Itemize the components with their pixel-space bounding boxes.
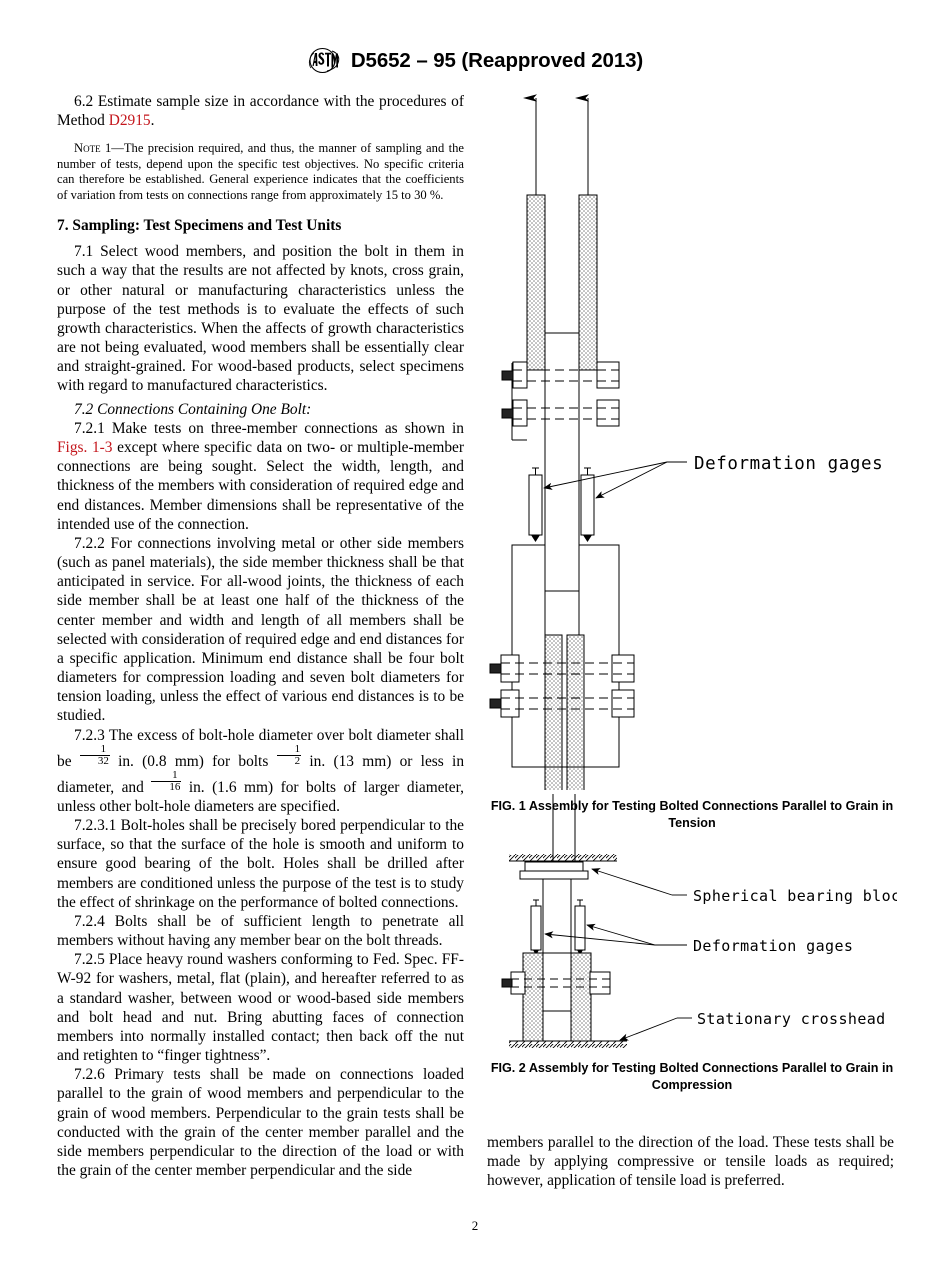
paragraph-continuation: members parallel to the direction of the load. These tests shall be made by applying compressive or tensile loads as required; however, application of tensile load is preferred. [487, 1134, 894, 1190]
figure-1-label-deformation-gages: Deformation gages [694, 454, 884, 474]
paragraph-7-2-2: 7.2.2 For connections involving metal or other side members (such as panel materials), the side member thickness shall be that anticipated in service. For all-wood joints, the thickness of each side member shall be at least one half of the thickness of the center member and width and length of all members shall be selected with consideration of required edge and end distances for a specific application. Minimum end distance shall be four bolt diameters for compression loading and seven bolt diameters for tension loading, unless the effect of various end distances is to be studied. [57, 534, 464, 725]
fraction-denominator: 16 [169, 781, 181, 794]
figure-2-label-deformation-gages: Deformation gages [693, 937, 854, 955]
page-number: 2 [471, 1218, 479, 1233]
paragraph-6-2-text-b: . [150, 112, 155, 130]
paragraph-7-2-3-1: 7.2.3.1 Bolt-holes shall be precisely bored perpendicular to the surface, so that the surface of the hole is smooth and uniform to ensure good bearing of the bolt. Holes shall be drilled after members are conditioned unless the purpose of the test is to study the effect of shrinkage on the performance of bolted connections. [57, 817, 464, 911]
paragraph-7-2-3-text-d: in. (1.6 mm) for bolts of larger diameter, unless other bolt-hole diameters are specified. [57, 778, 464, 815]
fraction-one-thirtysecond [80, 744, 110, 767]
note-1 [57, 141, 464, 203]
paragraph-7-2-6: 7.2.6 Primary tests shall be made on connections loaded parallel to the grain of wood members and perpendicular to the grain of wood members. Perpendicular to the grain tests shall be conducted with the grain of the center member parallel and the side members perpendicular to the direction of the load or with the grain of the center member perpendicular and the side [57, 1066, 464, 1180]
reference-d2915[interactable]: D2915 [108, 112, 151, 130]
fraction-numerator: 1 [151, 770, 181, 782]
paragraph-6-2-text-a: 6.2 Estimate sample size in accordance with the procedures of Method [57, 93, 464, 130]
paragraph-7-2-1-text-a: 7.2.1 Make tests on three-member connections as shown in [74, 419, 464, 437]
figure-1-svg [487, 90, 897, 790]
page-title: D5652 – 95 (Reapproved 2013) [350, 49, 644, 72]
paragraph-7-2-1 [57, 419, 464, 534]
paragraph-7-1: 7.1 Select wood members, and position the bolt in them in such a way that the results are not affected by knots, cross grain, or other natural or manufacturing characteristics unless the purpose of the test methods is to evaluate the effects of such growth characteristics. When the affects of growth characteristics are not being evaluated, wood members shall be essentially clear and straight-grained. For wood-based products, select specimens with regard to manufactured characteristics. [57, 243, 464, 395]
figure-1-caption: FIG. 1 Assembly for Testing Bolted Connections Parallel to Grain in Tension [490, 799, 894, 830]
figure-2-label-stationary-crosshead: Stationary crosshead [697, 1010, 886, 1028]
note-body: —The precision required, and thus, the manner of sampling and the number of tests, depend upon the specific test objectives. No specific criteria can therefore be established. General experience indicates that the coefficients of variation from tests on connections range from approximately 15 to 30 %. [57, 141, 464, 202]
right-text-column [487, 1133, 894, 1191]
fraction-numerator: 1 [80, 744, 110, 756]
fraction-one-half [277, 744, 302, 767]
paragraph-7-2-3-text-c: in. (13 mm) or less in diameter, and [57, 752, 465, 796]
figure-2-diagram [487, 848, 897, 1053]
left-text-column [57, 92, 464, 1180]
paragraph-7-2-heading: 7.2 Connections Containing One Bolt: [74, 400, 312, 418]
astm-logo-icon [307, 46, 341, 76]
paragraph-7-2-5: 7.2.5 Place heavy round washers conforming to Fed. Spec. FF-W-92 for washers, metal, flat (plain), and hereafter referred to as a standard washer, between wood or wood-based side members and bolt head and nut. Bring abutting faces of connection members into normally installed contact; then back off the nut and retighten to “finger tightness”. [57, 951, 464, 1065]
paragraph-6-2 [57, 92, 464, 130]
fraction-denominator: 32 [97, 755, 109, 768]
note-label: Note 1 [74, 141, 112, 156]
paragraph-7-2-3 [57, 726, 464, 816]
figure-1-diagram [487, 90, 897, 790]
fraction-numerator: 1 [277, 744, 302, 756]
fraction-denominator: 2 [294, 755, 301, 768]
paragraph-7-2-4: 7.2.4 Bolts shall be of sufficient length to penetrate all members without having any member bear on the bolt threads. [57, 912, 464, 950]
reference-figs-1-3[interactable]: Figs. 1-3 [57, 439, 113, 456]
paragraph-7-2-1-text-b: except where specific data on two- or multiple-member connections are being sought. Select the width, length, and thickness of the members with consideration of required edge and end distances. Member dimensions shall be representative of the intended use of the connection. [57, 439, 464, 533]
fraction-one-sixteenth [151, 770, 181, 793]
page-header [0, 46, 950, 76]
figure-2-label-spherical-bearing-block: Spherical bearing block [693, 887, 897, 905]
heading-section-7: 7. Sampling: Test Specimens and Test Units [57, 217, 342, 235]
figure-2-caption: FIG. 2 Assembly for Testing Bolted Connections Parallel to Grain in Compression [490, 1061, 894, 1092]
figure-2-svg [487, 848, 897, 1053]
paragraph-7-2-3-text-b: in. (0.8 mm) for bolts [109, 752, 277, 770]
paragraph-7-2-3-text-a: 7.2.3 The excess of bolt-hole diameter over bolt diameter shall be [57, 726, 464, 770]
